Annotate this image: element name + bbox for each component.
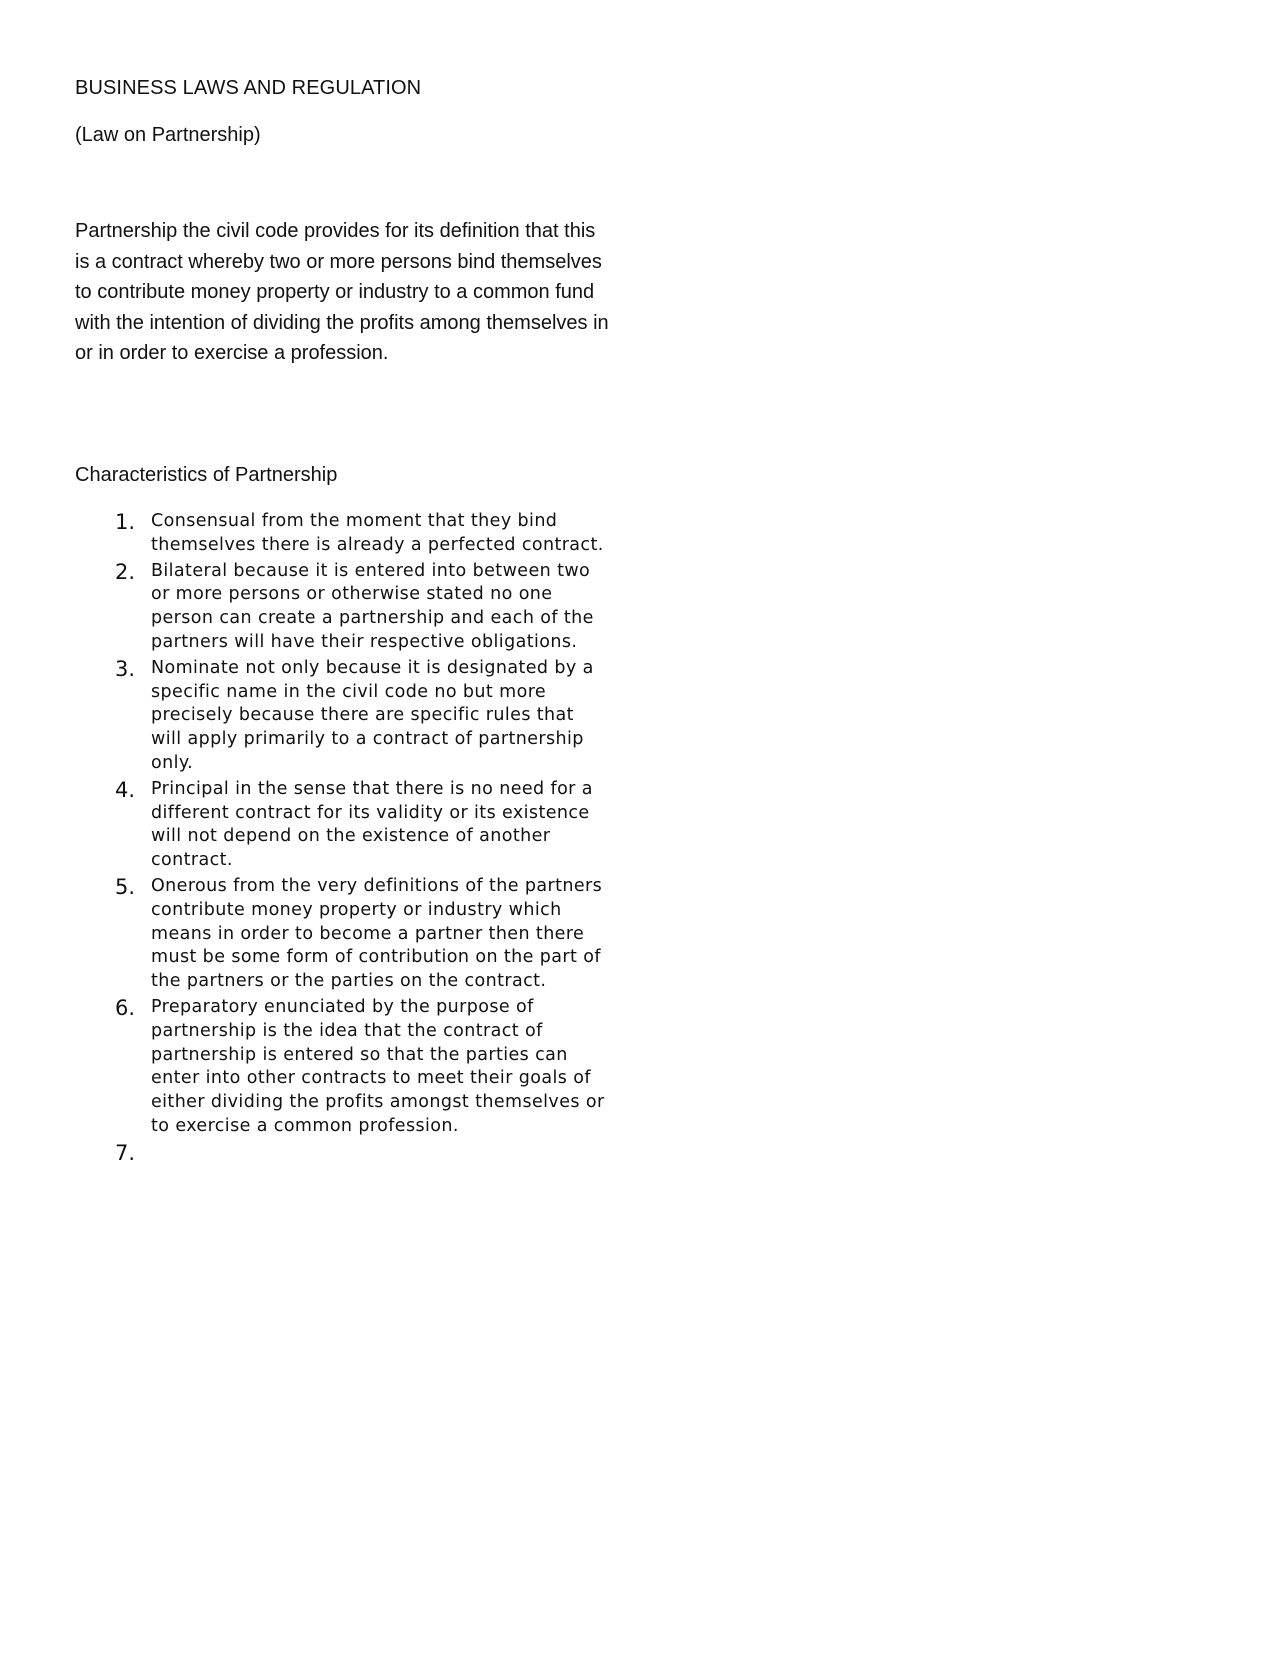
list-item <box>100 1141 610 1165</box>
list-item <box>100 560 610 655</box>
list-item-text: Consensual from the moment that they bind themselves there is already a perfected contract. <box>151 511 604 555</box>
list-item-text: Bilateral because it is entered into between two or more persons or otherwise stated no one person can create a partnership and each of the partners will have their respective obligations. <box>151 560 594 652</box>
list-item-number: 2. <box>114 559 135 584</box>
list-item-text: Nominate not only because it is designated by a specific name in the civil code no but more precisely because there are specific rules that will apply primarily to a contract of partnership only. <box>151 657 594 773</box>
list-item-text: Onerous from the very definitions of the partners contribute money property or industry which means in order to become a partner then there must be some form of contribution on the part of the partners or the parties on the contract. <box>151 875 603 992</box>
list-item-number: 1. <box>114 510 135 534</box>
section-heading: Characteristics of Partnership <box>75 464 338 486</box>
list-item <box>100 778 610 873</box>
list-item-number: 3. <box>114 656 135 681</box>
document-subtitle: (Law on Partnership) <box>75 124 261 146</box>
list-item <box>100 875 610 994</box>
list-item <box>100 510 610 558</box>
list-item-text: Preparatory enunciated by the purpose of partnership is the idea that the contract of partnership is entered so that the parties can enter into other contracts to meet their goals of either dividing the profits amongst themselves or to exercise a common profession. <box>151 996 605 1136</box>
list-item <box>100 657 610 776</box>
list-item-number: 5. <box>114 874 135 899</box>
characteristics-list <box>100 510 610 1167</box>
list-item-number: 7. <box>114 1140 135 1165</box>
document-title: BUSINESS LAWS AND REGULATION <box>75 77 422 99</box>
list-item-number: 4. <box>114 777 135 802</box>
intro-paragraph: Partnership the civil code provides for its definition that this is a contract whereby two or more persons bind themselves to contribute money property or industry to a common fund with the intention of dividing the profits among themselves in or in order to exercise a profession. <box>75 220 609 364</box>
list-item-number: 6. <box>114 995 135 1020</box>
list-item <box>100 996 610 1139</box>
list-item-text: Principal in the sense that there is no need for a different contract for its validity or its existence will not depend on the existence of another contract. <box>151 778 593 871</box>
